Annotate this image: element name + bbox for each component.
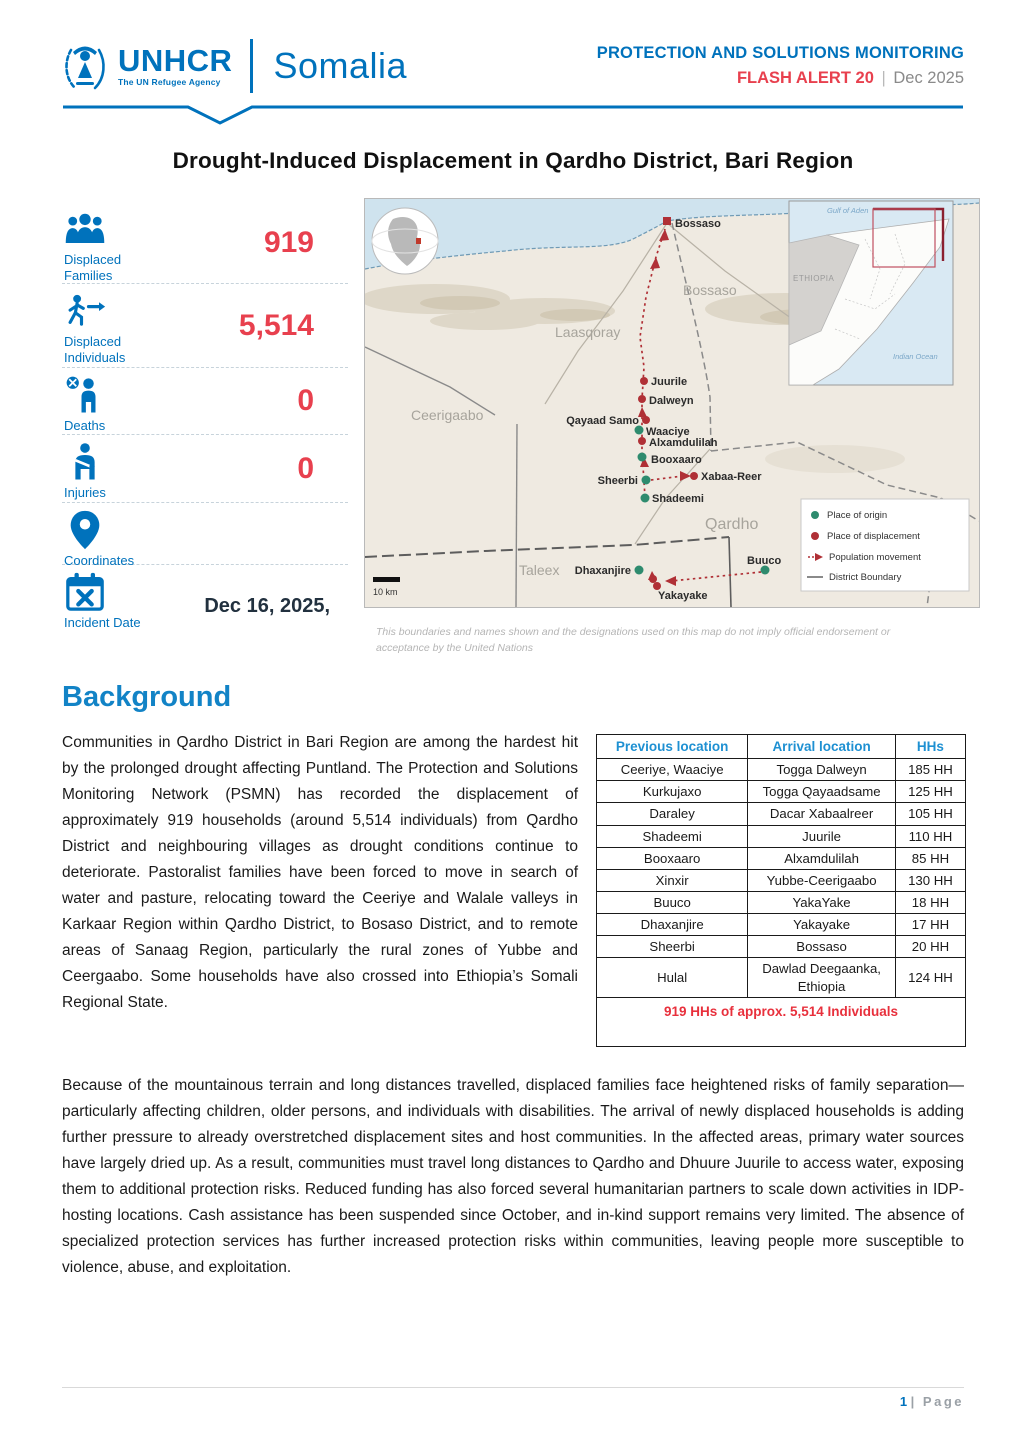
stats-map-row <box>62 198 964 657</box>
table-row <box>597 825 966 847</box>
cell-hhs: 17 HH <box>895 914 965 936</box>
logo-divider <box>250 39 253 93</box>
table-row <box>597 759 966 781</box>
displacement-marker <box>649 575 657 583</box>
table-row <box>597 958 966 997</box>
legend-label: Place of displacement <box>827 531 920 542</box>
logo-acronym: UNHCR <box>118 43 233 79</box>
cell-previous: Xinxir <box>597 869 748 891</box>
displacement-map <box>364 198 980 608</box>
page-label: | Page <box>910 1394 964 1409</box>
displacement-marker <box>663 217 671 225</box>
page-title: Drought-Induced Displacement in Qardho District, Bari Region <box>172 148 854 173</box>
table-header-row <box>597 734 966 759</box>
stat-label: Displaced Individuals <box>64 334 126 366</box>
cell-arrival: Togga Qayaadsame <box>748 781 896 803</box>
stat-value: 5,514 <box>238 308 314 342</box>
place-label: Sheerbi <box>597 475 638 487</box>
map-disclaimer: This boundaries and names shown and the designations used on this map do not imply official endorsement or acceptance by the United Nations <box>376 626 891 654</box>
map-legend <box>801 499 969 591</box>
displacement-marker <box>638 437 646 445</box>
incident-date-icon <box>64 571 106 613</box>
legend-displacement-icon <box>811 532 819 540</box>
cell-hhs: 85 HH <box>895 847 965 869</box>
col-header-previous-location: Previous location <box>597 734 748 759</box>
page-number: 1 <box>899 1394 908 1409</box>
logo-tagline: The UN Refugee Agency <box>118 77 221 88</box>
cell-hhs: 130 HH <box>895 869 965 891</box>
place-label: Juurile <box>651 376 688 388</box>
stat-value: 0 <box>297 384 314 417</box>
origin-marker <box>635 566 644 575</box>
cell-hhs: 110 HH <box>895 825 965 847</box>
cell-arrival: Dacar Xabaalreer <box>748 803 896 825</box>
cell-arrival: Togga Dalweyn <box>748 759 896 781</box>
stats-panel <box>62 198 348 657</box>
region-label: Laasqoray <box>555 324 621 340</box>
legend-label: Place of origin <box>827 510 888 521</box>
region-label: Ceerigaabo <box>411 407 484 423</box>
place-label: Waaciye <box>646 426 690 438</box>
header-rule <box>62 104 964 126</box>
alert-date: Dec 2025 <box>893 69 964 87</box>
stat-coordinates <box>62 503 348 568</box>
program-title: PROTECTION AND SOLUTIONS MONITORING <box>596 44 964 62</box>
injuries-icon <box>64 441 106 483</box>
displacement-marker <box>690 472 698 480</box>
background-paragraph-2: Because of the mountainous terrain and long distances travelled, displaced families face heightened risks of family separation—particularly affecting children, older persons, and individuals with disabilities. The arrival of newly displaced households is adding further pressure to already overstretched displacement sites and host communities. In the affected areas, primary water sources have largely dried up. As a result, communities must travel long distances to Qardho and Dhuure Juurile to access water, exposing them to additional protection risks. Reduced funding has also forced several humanitarian partners to scale down activities in IDP-hosting locations. Cash assistance has been suspended since October, and in-kind support remains very limited. The absence of specialized protection services has further increased protection risks within communities, leaving people more susceptible to violence, abuse, and exploitation. <box>62 1077 964 1277</box>
background-paragraph-1: Communities in Qardho District in Bari Region are among the hardest hit by the prolonged drought affecting Puntland. The Protection and Solutions Monitoring Network (PSMN) has recorded the displacement of approximately 919 households (around 5,514 individuals) from Qardho District and neighbouring villages as drought conditions continue to deteriorate. Pastoralist families have been forced to move in search of water and pasture, relocating toward the Ceeriye and Walale valleys in Karkaar Region within Qardho District, to Bosaso District, and to remote areas of Sanaag Region, particularly the rural zones of Yubbe and Ceergaabo. Some households have also crossed into Ethiopia’s Somali Regional State. <box>62 733 578 1011</box>
stat-label: Coordinates <box>64 553 135 568</box>
stat-displaced-individuals <box>62 284 348 368</box>
origin-marker <box>642 476 651 485</box>
alert-line <box>597 69 964 88</box>
legend-origin-icon <box>811 511 819 519</box>
origin-marker <box>641 494 650 503</box>
cell-hhs: 185 HH <box>895 759 965 781</box>
scale-label: 10 km <box>373 587 398 597</box>
displaced-families-icon <box>64 208 106 250</box>
place-label: Dhaxanjire <box>574 565 631 577</box>
cell-arrival: Juurile <box>748 825 896 847</box>
displacement-marker <box>642 416 650 424</box>
displacement-table <box>596 734 966 1048</box>
stat-value: 919 <box>263 225 314 259</box>
table-row <box>597 847 966 869</box>
legend-label: Population movement <box>829 552 921 563</box>
map-section <box>348 198 980 657</box>
region-label: Qardho <box>705 516 759 533</box>
cell-previous: Shadeemi <box>597 825 748 847</box>
stat-label: Deaths <box>64 418 106 433</box>
col-header-hhs: HHs <box>895 734 965 759</box>
table-row <box>597 936 966 958</box>
displacement-marker <box>638 395 646 403</box>
cell-arrival: Bossaso <box>748 936 896 958</box>
cell-previous: Hulal <box>597 958 748 997</box>
place-label: Xabaa-Reer <box>701 471 762 483</box>
unhcr-emblem-icon <box>62 38 108 94</box>
cell-arrival: Dawlad Deegaanka, Ethiopia <box>748 958 896 997</box>
cell-previous: Buuco <box>597 891 748 913</box>
table-row <box>597 869 966 891</box>
cell-previous: Daraley <box>597 803 748 825</box>
place-label: Qayaad Samo <box>566 415 639 427</box>
place-label: Shadeemi <box>652 493 704 505</box>
cell-hhs: 125 HH <box>895 781 965 803</box>
stat-incident-date <box>62 565 348 647</box>
stat-value: Dec 16, 2025, <box>204 594 330 617</box>
region-label: Taleex <box>519 562 560 578</box>
header <box>62 38 964 94</box>
alert-divider: | <box>881 69 886 87</box>
origin-marker <box>638 453 647 462</box>
table-row <box>597 914 966 936</box>
deaths-icon <box>64 374 106 416</box>
cell-arrival: Yubbe-Ceerigaabo <box>748 869 896 891</box>
place-label: Bossaso <box>675 218 721 230</box>
logo-text <box>118 45 232 87</box>
cell-previous: Sheerbi <box>597 936 748 958</box>
table-row <box>597 891 966 913</box>
globe-inset-icon <box>372 208 438 274</box>
coordinates-icon <box>64 509 106 551</box>
table-footer-row <box>597 997 966 1047</box>
cell-hhs: 18 HH <box>895 891 965 913</box>
place-label: Booxaaro <box>651 454 702 466</box>
inset-sea-label: Gulf of Aden <box>827 206 869 215</box>
stat-injuries <box>62 435 348 503</box>
footer-rule <box>62 1387 964 1388</box>
table-row <box>597 781 966 803</box>
cell-previous: Dhaxanjire <box>597 914 748 936</box>
cell-previous: Kurkujaxo <box>597 781 748 803</box>
inset-ocean-label: Indian Ocean <box>893 352 938 361</box>
cell-hhs: 124 HH <box>895 958 965 997</box>
background-heading: Background <box>62 680 232 713</box>
stat-label: Injuries <box>64 485 106 500</box>
cell-arrival: Alxamdulilah <box>748 847 896 869</box>
table-row <box>597 803 966 825</box>
displacement-marker <box>653 582 661 590</box>
table-total: 919 HHs of approx. 5,514 Individuals <box>597 997 966 1047</box>
legend-label: District Boundary <box>829 572 902 583</box>
cell-hhs: 20 HH <box>895 936 965 958</box>
stat-displaced-families <box>62 202 348 284</box>
page-footer <box>62 1387 964 1449</box>
country-title: Somalia <box>273 45 407 86</box>
place-label: Dalweyn <box>649 395 694 407</box>
stat-deaths <box>62 368 348 435</box>
col-header-arrival-location: Arrival location <box>748 734 896 759</box>
header-right <box>597 38 964 88</box>
displacement-table-wrap <box>596 730 966 1048</box>
cell-hhs: 105 HH <box>895 803 965 825</box>
cell-arrival: Yakayake <box>748 914 896 936</box>
displacement-marker <box>640 377 648 385</box>
displaced-individuals-icon <box>64 290 106 332</box>
place-label: Buuco <box>747 555 782 567</box>
somalia-inset-map <box>789 201 953 385</box>
flash-alert-label: FLASH ALERT 20 <box>736 69 874 87</box>
region-label: Bossaso <box>683 282 737 298</box>
unhcr-logo <box>62 38 407 94</box>
place-label: Yakayake <box>658 590 708 602</box>
cell-previous: Booxaaro <box>597 847 748 869</box>
stat-label: Incident Date <box>64 615 141 630</box>
cell-arrival: YakaYake <box>748 891 896 913</box>
scale-bar <box>373 577 400 597</box>
cell-previous: Ceeriye, Waaciye <box>597 759 748 781</box>
place-label: Alxamdulilah <box>649 437 718 449</box>
background-columns <box>62 730 964 1048</box>
stat-value: 0 <box>297 451 314 485</box>
stat-label: Displaced Families <box>64 252 122 284</box>
inset-ethiopia-label: ETHIOPIA <box>793 274 835 283</box>
